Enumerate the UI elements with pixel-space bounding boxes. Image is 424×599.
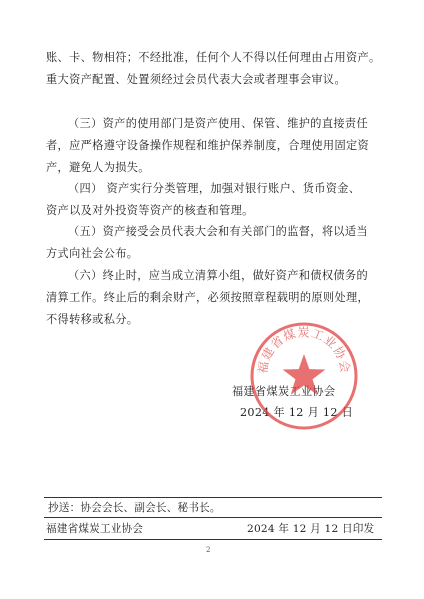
paragraph-clause-5 <box>46 221 382 265</box>
footer-rule-bottom <box>44 539 382 540</box>
text-line: 产，避免人为损失。 <box>46 161 150 174</box>
text-line: 者，应严格遵守设备操作规程和维护保养制度，合理使用固定资 <box>46 139 370 152</box>
seal-star-icon <box>283 354 326 395</box>
paragraph-clause-3 <box>46 113 382 179</box>
text-line: 不得转移或私分。 <box>46 313 139 326</box>
issuer-organization: 福建省煤炭工业协会 <box>46 523 144 535</box>
paragraph-asset-accounts <box>46 47 382 91</box>
print-date: 2024 年 12 月 12 日印发 <box>247 523 375 535</box>
text-line: 资产以及对外投资等资产的核查和管理。 <box>46 204 254 217</box>
page-number: 2 <box>206 546 211 554</box>
text-line: 账、卡、物相符；不经批准，任何个人不得以任何理由占用资产。 <box>46 51 381 64</box>
seal-text: 福建省煤炭工业协会 <box>255 325 353 375</box>
paragraph-clause-4 <box>46 178 382 222</box>
signature-date: 2024 年 12 月 12 日 <box>240 406 354 419</box>
text-line: 清算工作。终止后的剩余财产，必须按照章程载明的原则处理， <box>46 291 370 304</box>
signature-organization: 福建省煤炭工业协会 <box>232 385 336 398</box>
text-line: 方式向社会公布。 <box>46 247 139 260</box>
text-line: （五）资产接受会员代表大会和有关部门的监督，将以适当 <box>68 225 368 238</box>
official-seal-stamp <box>248 320 360 432</box>
text-line: 重大资产配置、处置须经过会员代表大会或者理事会审议。 <box>46 73 346 86</box>
footer-rule-middle <box>44 517 382 518</box>
text-line: （六）终止时，应当成立清算小组，做好资产和债权债务的 <box>68 269 368 282</box>
cc-line: 抄送：协会会长、副会长、秘书长。 <box>48 502 221 514</box>
footer-rule-top <box>44 497 382 498</box>
text-line: （四） 资产实行分类管理，加强对银行账户、货币资金、 <box>68 182 361 195</box>
text-line: （三）资产的使用部门是资产使用、保管、维护的直接责任 <box>68 117 368 130</box>
